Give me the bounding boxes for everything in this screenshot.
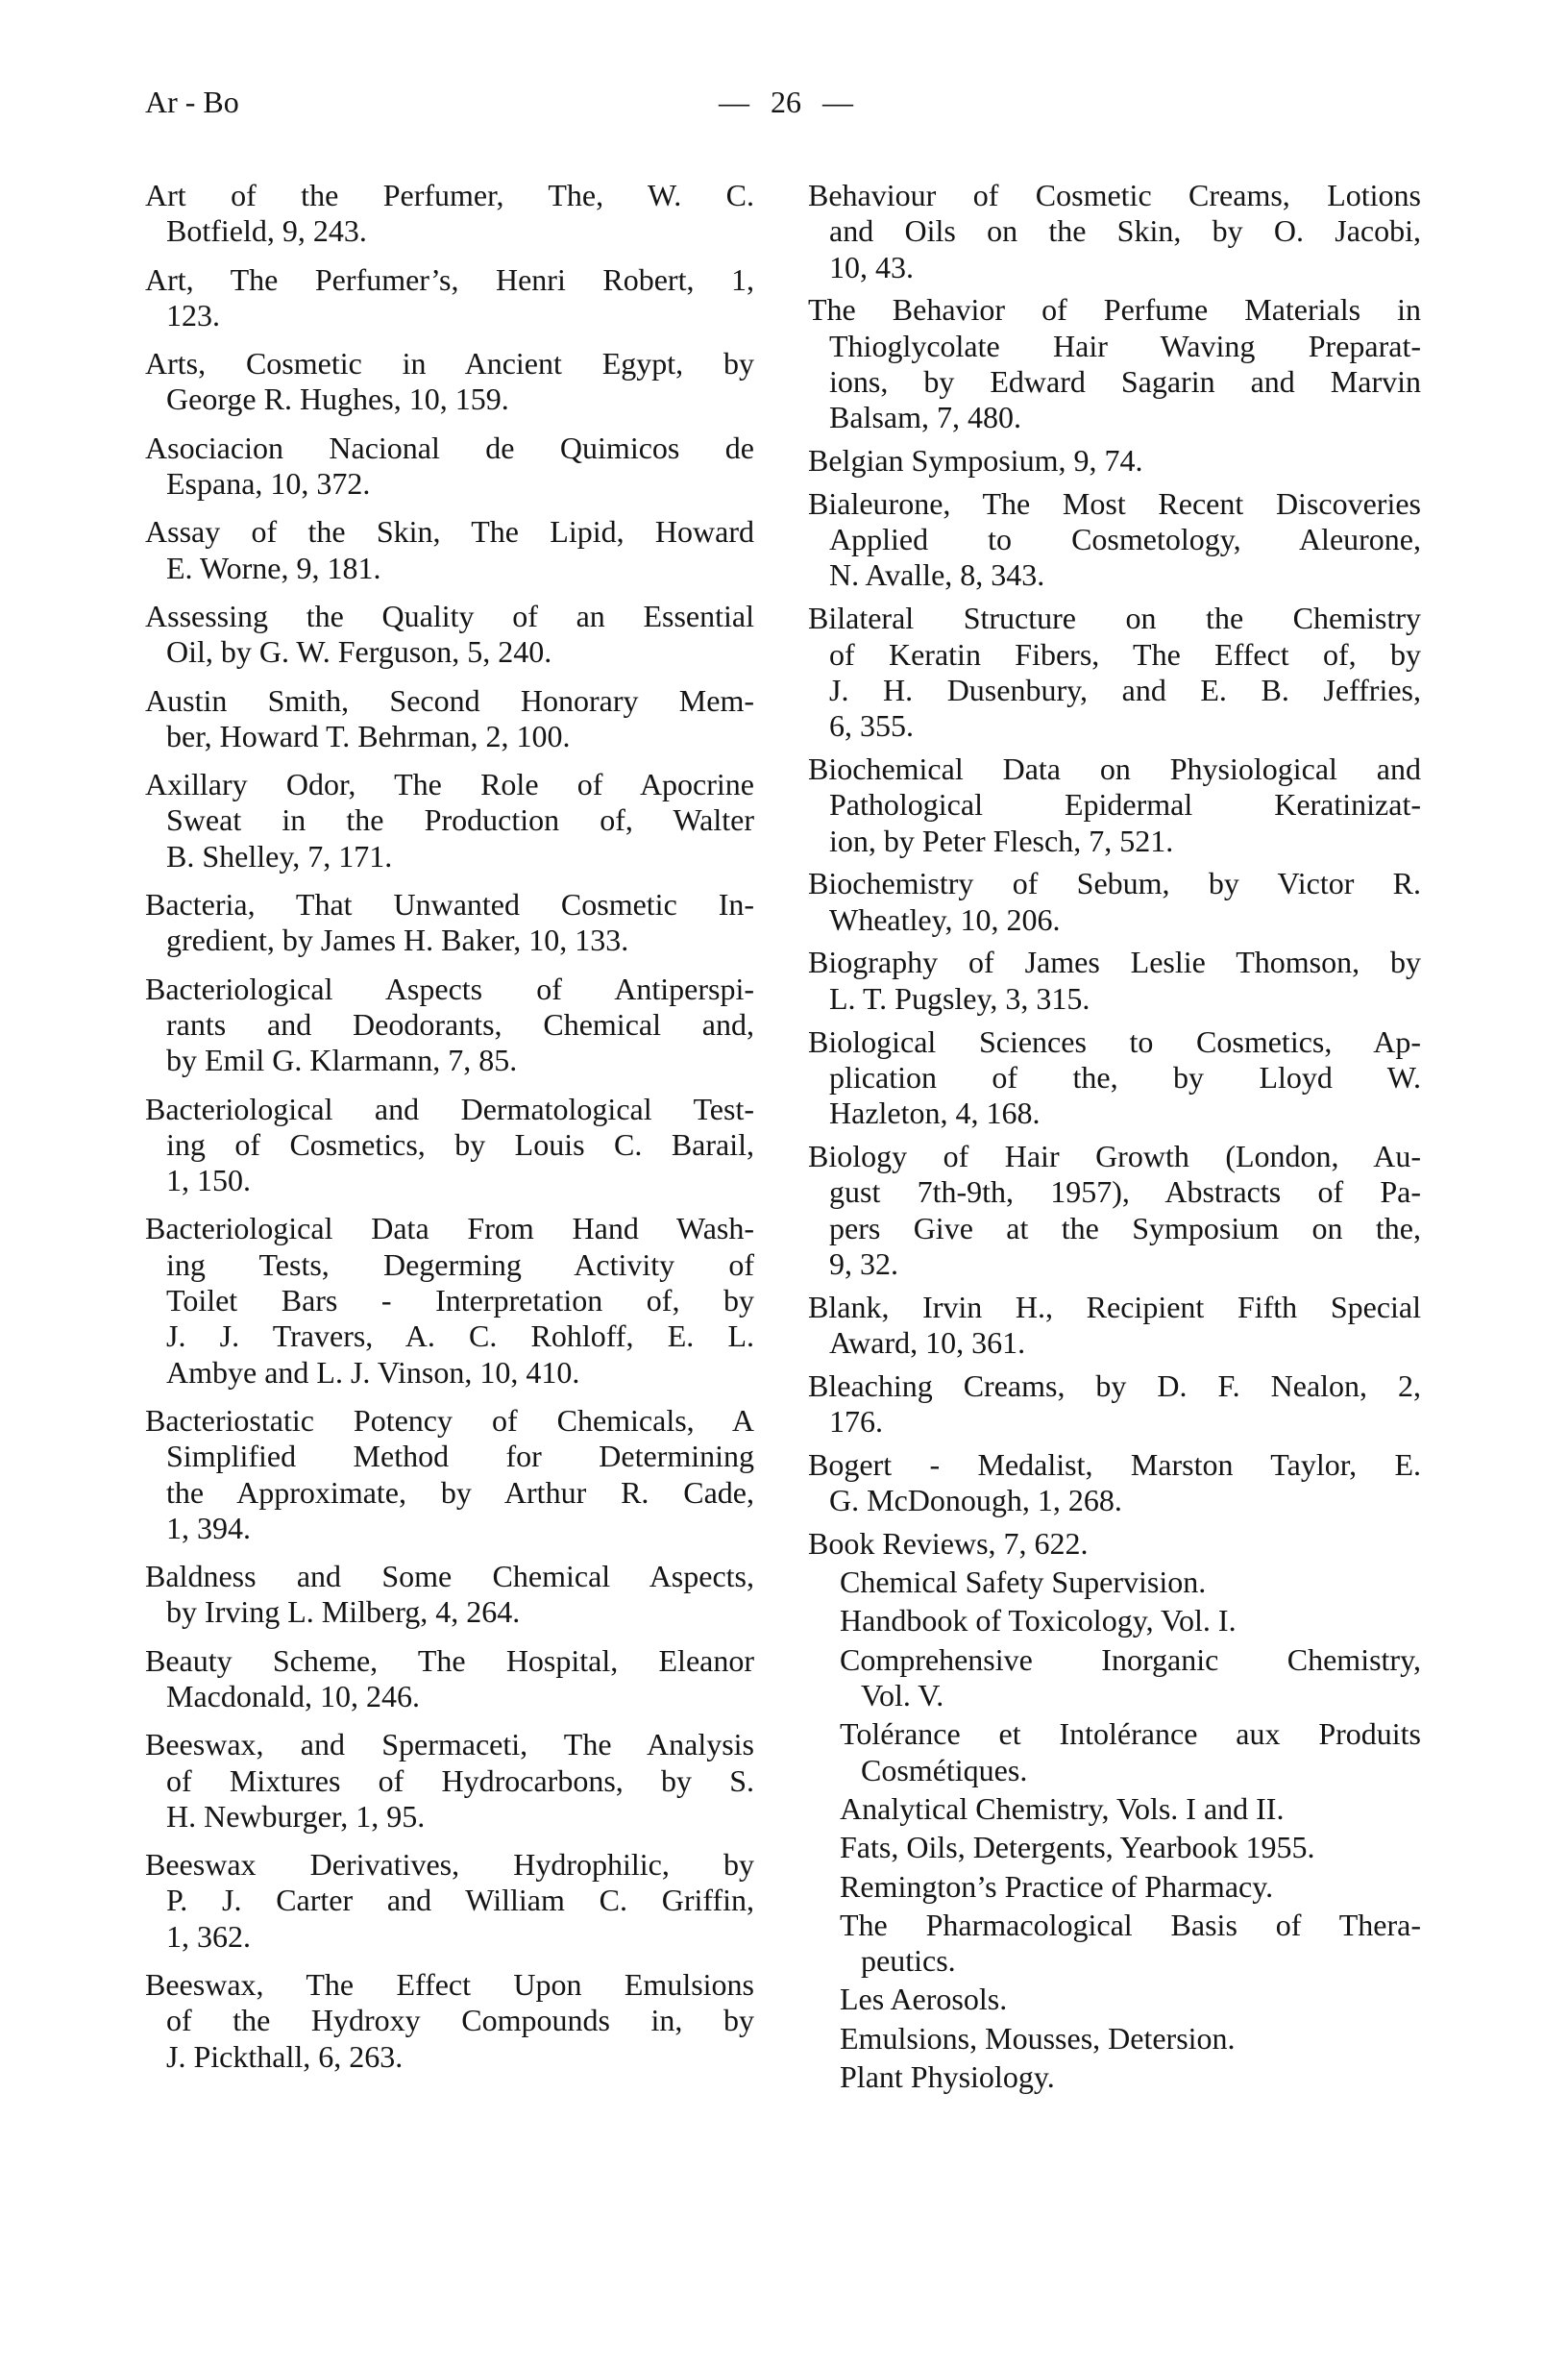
entry-line: Analytical Chemistry, Vols. I and II. [840, 1790, 1285, 1826]
entry-line: Ambye and L. J. Vinson, 10, 410. [166, 1354, 580, 1390]
entry-line: Bilateral Structure on the Chemistry [808, 601, 1421, 636]
entry-line: Biography of James Leslie Thomson, by [808, 945, 1421, 980]
entry-line: gredient, by James H. Baker, 10, 133. [166, 923, 629, 958]
entry-line: Asociacion Nacional de Quimicos de [145, 430, 754, 465]
entry-line: Handbook of Toxicology, Vol. I. [840, 1603, 1237, 1638]
entry-line: Fats, Oils, Detergents, Yearbook 1955. [840, 1830, 1315, 1865]
entry-line: Biology of Hair Growth (London, Au- [808, 1138, 1421, 1173]
index-entry [808, 443, 1421, 479]
entry-line: ion, by Peter Flesch, 7, 521. [829, 823, 1174, 858]
index-entry [145, 1403, 754, 1546]
entry-line: P. J. Carter and William C. Griffin, [166, 1883, 754, 1918]
index-subentry [808, 1716, 1421, 1788]
entry-line: plication of the, by Lloyd W. [829, 1059, 1421, 1095]
entry-line: Baldness and Some Chemical Aspects, [145, 1559, 754, 1594]
index-subentry [808, 1908, 1421, 1980]
entry-line: G. McDonough, 1, 268. [829, 1483, 1122, 1518]
entry-line: E. Worne, 9, 181. [166, 550, 381, 585]
entry-line: Remington’s Practice of Pharmacy. [840, 1868, 1274, 1904]
entry-line: 176. [829, 1404, 883, 1439]
entry-line: Bacteriological and Dermatological Test- [145, 1091, 754, 1126]
entry-line: George R. Hughes, 10, 159. [166, 382, 509, 417]
index-entry [145, 431, 754, 503]
index-entry [145, 262, 754, 334]
entry-line: rants and Deodorants, Chemical and, [166, 1006, 754, 1042]
entry-line: Toilet Bars - Interpretation of, by [166, 1283, 754, 1318]
index-subentry [808, 1982, 1421, 2017]
index-entry [808, 1024, 1421, 1132]
index-entry [808, 178, 1421, 285]
entry-line: ions, by Edward Sagarin and Marvin [829, 363, 1421, 399]
entry-line: Biochemistry of Sebum, by Victor R. [808, 866, 1421, 901]
entry-line: Assay of the Skin, The Lipid, Howard [145, 514, 754, 550]
index-entry [145, 1967, 754, 2075]
index-entry [808, 486, 1421, 594]
entry-line: Simplified Method for Determining [166, 1439, 754, 1474]
index-entry [145, 1559, 754, 1631]
entry-line: J. H. Dusenbury, and E. B. Jeffries, [829, 672, 1421, 707]
entry-line: Book Reviews, 7, 622. [808, 1525, 1089, 1561]
entry-line: Beeswax Derivatives, Hydrophilic, by [145, 1847, 754, 1883]
entry-line: Macdonald, 10, 246. [166, 1678, 420, 1713]
index-subentry [808, 1791, 1421, 1827]
entry-line: Comprehensive Inorganic Chemistry, [840, 1641, 1421, 1677]
entry-line: 1, 150. [166, 1163, 251, 1198]
entry-line: Oil, by G. W. Ferguson, 5, 240. [166, 634, 552, 670]
entry-line: Bleaching Creams, by D. F. Nealon, 2, [808, 1367, 1421, 1403]
entry-line: Plant Physiology. [840, 2059, 1055, 2095]
entry-line: H. Newburger, 1, 95. [166, 1798, 426, 1834]
entry-line: pers Give at the Symposium on the, [829, 1210, 1421, 1245]
entry-line: Thioglycolate Hair Waving Preparat- [829, 328, 1421, 363]
index-entry [145, 1847, 754, 1955]
entry-line: 9, 32. [829, 1245, 898, 1281]
entry-line: Beauty Scheme, The Hospital, Eleanor [145, 1642, 754, 1678]
entry-line: Axillary Odor, The Role of Apocrine [145, 767, 754, 802]
entry-line: by Emil G. Klarmann, 7, 85. [166, 1043, 518, 1078]
running-head: Ar - Bo [145, 85, 239, 119]
entry-line: peutics. [861, 1943, 956, 1979]
entry-line: Bacteria, That Unwanted Cosmetic In- [145, 887, 754, 923]
index-subentry [808, 2059, 1421, 2095]
index-entry [145, 514, 754, 586]
entry-line: 1, 394. [166, 1510, 251, 1545]
entry-line: of Keratin Fibers, The Effect of, by [829, 636, 1421, 672]
entry-line: Balsam, 7, 480. [829, 400, 1021, 435]
index-entry [808, 1368, 1421, 1441]
entry-line: Biochemical Data on Physiological and [808, 751, 1421, 786]
entry-line: Bacteriological Aspects of Antiperspi- [145, 971, 754, 1006]
entry-line: B. Shelley, 7, 171. [166, 838, 393, 874]
entry-line: Arts, Cosmetic in Ancient Egypt, by [145, 346, 754, 382]
entry-line: Blank, Irvin H., Recipient Fifth Special [808, 1289, 1421, 1324]
entry-line: of Mixtures of Hydrocarbons, by S. [166, 1762, 754, 1798]
entry-line: 6, 355. [829, 708, 914, 744]
entry-line: Bacteriological Data From Hand Wash- [145, 1211, 754, 1246]
entry-line: Sweat in the Production of, Walter [166, 802, 754, 838]
entry-line: Cosmétiques. [861, 1752, 1028, 1787]
index-entry [808, 751, 1421, 859]
index-entry [808, 292, 1421, 435]
index-entry [808, 1447, 1421, 1519]
entry-line: 1, 362. [166, 1918, 251, 1954]
entry-line: The Behavior of Perfume Materials in [808, 292, 1421, 328]
index-subentry [808, 1642, 1421, 1714]
entry-line: N. Avalle, 8, 343. [829, 557, 1045, 593]
page-number: — 26 — [719, 85, 853, 119]
entry-line: Biological Sciences to Cosmetics, Ap- [808, 1023, 1421, 1059]
entry-line: and Oils on the Skin, by O. Jacobi, [829, 213, 1421, 249]
index-entry [145, 1643, 754, 1715]
index-entry [145, 1092, 754, 1199]
entry-line: Belgian Symposium, 9, 74. [808, 443, 1143, 479]
entry-line: Bogert - Medalist, Marston Taylor, E. [808, 1446, 1421, 1482]
entry-line: Les Aerosols. [840, 1982, 1008, 2017]
index-entry [808, 945, 1421, 1017]
entry-line: L. T. Pugsley, 3, 315. [829, 980, 1090, 1016]
entry-line: Chemical Safety Supervision. [840, 1564, 1207, 1600]
entry-line: Beeswax, and Spermaceti, The Analysis [145, 1727, 754, 1762]
entry-line: by Irving L. Milberg, 4, 264. [166, 1594, 521, 1630]
index-entry [145, 683, 754, 755]
entry-line: 10, 43. [829, 249, 914, 284]
entry-line: Award, 10, 361. [829, 1324, 1026, 1360]
entry-line: Tolérance et Intolérance aux Produits [840, 1716, 1421, 1752]
entry-line: Botfield, 9, 243. [166, 213, 367, 249]
entry-line: Austin Smith, Second Honorary Mem- [145, 682, 754, 718]
index-entry [145, 346, 754, 418]
index-subentry [808, 1564, 1421, 1600]
index-entry [145, 1211, 754, 1390]
index-entry [808, 1526, 1421, 1562]
entry-line: J. J. Travers, A. C. Rohloff, E. L. [166, 1318, 754, 1354]
index-subentry [808, 1603, 1421, 1638]
entry-line: Emulsions, Mousses, Detersion. [840, 2020, 1236, 2056]
index-entry [145, 178, 754, 250]
entry-line: the Approximate, by Arthur R. Cade, [166, 1474, 754, 1510]
index-entry [808, 1290, 1421, 1362]
index-entry [145, 767, 754, 875]
index-entry [808, 1139, 1421, 1282]
entry-line: Assessing the Quality of an Essential [145, 598, 754, 633]
entry-line: Applied to Cosmetology, Aleurone, [829, 522, 1421, 557]
index-entry [145, 887, 754, 959]
entry-line: Bialeurone, The Most Recent Discoveries [808, 485, 1421, 521]
index-subentry [808, 1830, 1421, 1865]
index-column-left [145, 178, 754, 2075]
entry-line: Bacteriostatic Potency of Chemicals, A [145, 1402, 754, 1438]
entry-line: gust 7th-9th, 1957), Abstracts of Pa- [829, 1174, 1421, 1210]
entry-line: Behaviour of Cosmetic Creams, Lotions [808, 178, 1421, 212]
entry-line: Espana, 10, 372. [166, 466, 371, 502]
entry-line: Hazleton, 4, 168. [829, 1096, 1041, 1131]
index-entry [145, 599, 754, 671]
index-subentry [808, 2021, 1421, 2057]
entry-line: Art of the Perfumer, The, W. C. [145, 178, 754, 212]
entry-line: Pathological Epidermal Keratinizat- [829, 787, 1421, 823]
entry-line: ing Tests, Degerming Activity of [166, 1246, 754, 1282]
entry-line: Wheatley, 10, 206. [829, 901, 1061, 937]
entry-line: Beeswax, The Effect Upon Emulsions [145, 1967, 754, 2003]
entry-line: of the Hydroxy Compounds in, by [166, 2003, 754, 2038]
index-entry [808, 601, 1421, 744]
index-entry [808, 866, 1421, 938]
index-column-right [808, 178, 1421, 2095]
entry-line: ber, Howard T. Behrman, 2, 100. [166, 718, 571, 753]
index-entry [145, 1727, 754, 1835]
entry-line: 123. [166, 297, 220, 333]
index-entry [145, 972, 754, 1079]
entry-line: Vol. V. [861, 1678, 944, 1713]
entry-line: ing of Cosmetics, by Louis C. Barail, [166, 1126, 754, 1162]
entry-line: J. Pickthall, 6, 263. [166, 2038, 404, 2074]
entry-line: Art, The Perfumer’s, Henri Robert, 1, [145, 261, 754, 297]
index-subentry [808, 1869, 1421, 1905]
entry-line: The Pharmacological Basis of Thera- [840, 1907, 1421, 1942]
